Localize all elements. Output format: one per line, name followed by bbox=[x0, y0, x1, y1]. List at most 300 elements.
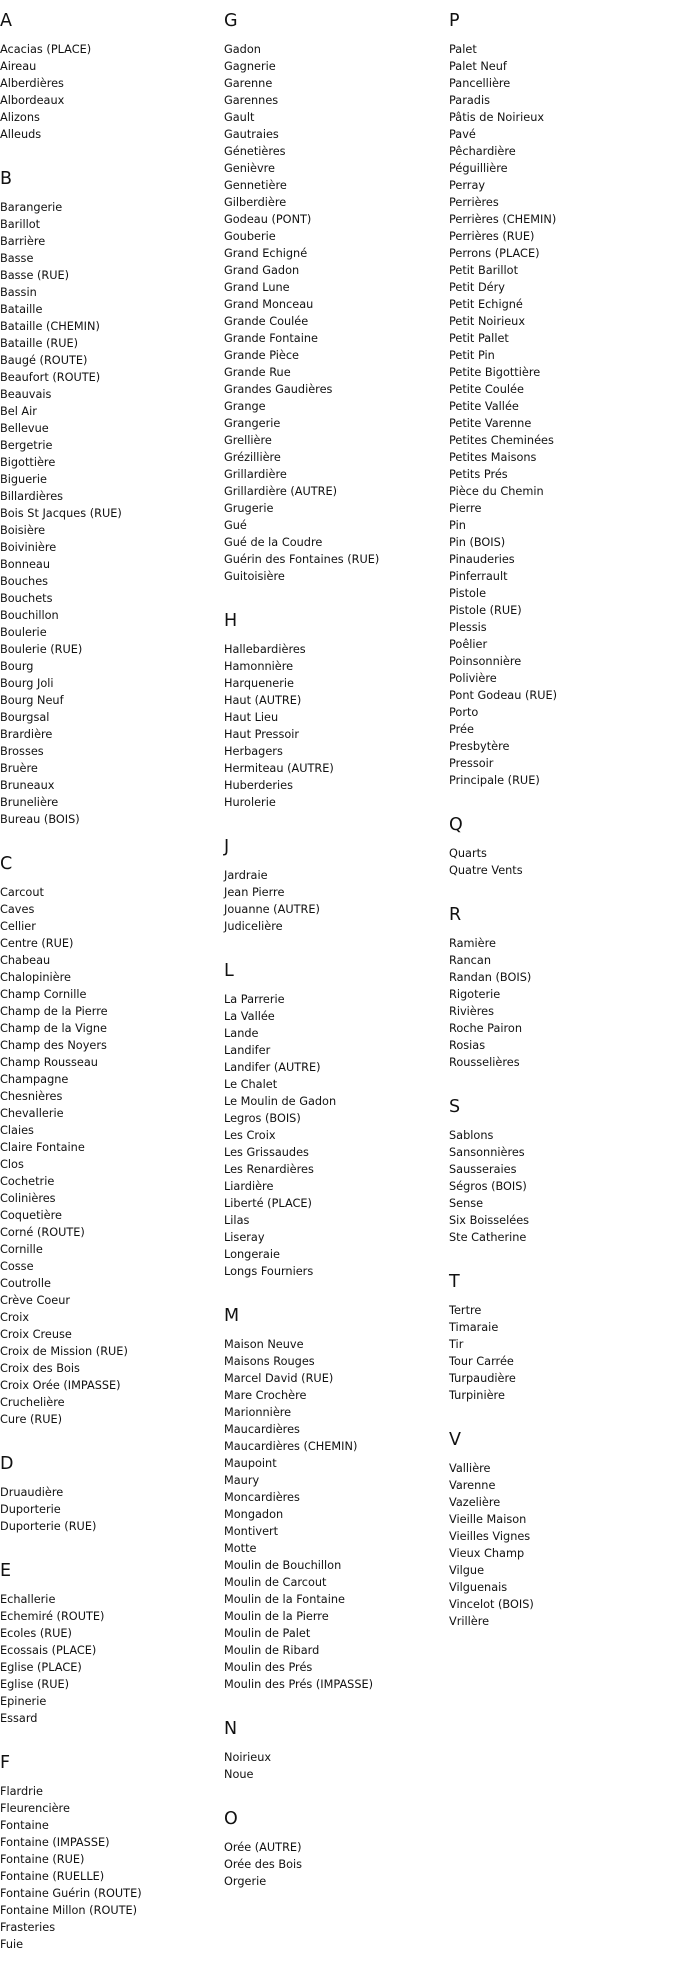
street-name: Gagnerie bbox=[224, 60, 276, 73]
street-name: Petites Cheminées bbox=[449, 434, 554, 447]
street-list bbox=[449, 1302, 671, 1404]
street-name: Aireau bbox=[0, 60, 37, 73]
letter-section bbox=[449, 1430, 671, 1630]
street-name: Haut Lieu bbox=[224, 711, 279, 724]
street-name: Essard bbox=[0, 1712, 38, 1725]
street-name: Hamonnière bbox=[224, 660, 294, 673]
street-list bbox=[0, 1783, 215, 1953]
street-name: Rivières bbox=[449, 1005, 494, 1018]
street-name: Quarts bbox=[449, 847, 487, 860]
street-name: Bataille (RUE) bbox=[0, 337, 79, 350]
street-name: Pin bbox=[449, 519, 466, 532]
street-name: Hermiteau (AUTRE) bbox=[224, 762, 334, 775]
letter-section bbox=[224, 961, 439, 1280]
letter-section bbox=[224, 1809, 439, 1890]
street-name: Motte bbox=[224, 1542, 257, 1555]
street-list bbox=[0, 41, 215, 143]
street-list bbox=[449, 1127, 671, 1246]
street-name: Biguerie bbox=[0, 473, 47, 486]
street-name: Hurolerie bbox=[224, 796, 276, 809]
street-name: Tertre bbox=[449, 1304, 482, 1317]
street-name: Moulin de la Fontaine bbox=[224, 1593, 345, 1606]
street-name: Marcel David (RUE) bbox=[224, 1372, 334, 1385]
street-name: Prée bbox=[449, 723, 474, 736]
street-name: Moulin de Carcout bbox=[224, 1576, 327, 1589]
section-letter-heading: Q bbox=[449, 815, 463, 835]
street-name: Croix bbox=[0, 1311, 30, 1324]
street-name: Grangerie bbox=[224, 417, 281, 430]
street-name: Turpaudière bbox=[449, 1372, 516, 1385]
street-name: Harquenerie bbox=[224, 677, 294, 690]
street-name: Croix Creuse bbox=[0, 1328, 72, 1341]
street-name: Chevallerie bbox=[0, 1107, 64, 1120]
street-name: Gouberie bbox=[224, 230, 276, 243]
street-name: Perray bbox=[449, 179, 486, 192]
letter-section bbox=[449, 815, 671, 879]
street-name: Bataille (CHEMIN) bbox=[0, 320, 100, 333]
street-name: Haut (AUTRE) bbox=[224, 694, 302, 707]
section-letter-heading: V bbox=[449, 1430, 461, 1450]
street-name: Garenne bbox=[224, 77, 273, 90]
street-name: Maucardières bbox=[224, 1423, 300, 1436]
section-letter-heading: E bbox=[0, 1561, 12, 1581]
letter-section bbox=[0, 11, 215, 143]
street-name: Petit Déry bbox=[449, 281, 505, 294]
letter-section bbox=[224, 611, 439, 811]
street-name: Bassin bbox=[0, 286, 37, 299]
street-name: Petite Vallée bbox=[449, 400, 519, 413]
street-name: Pièce du Chemin bbox=[449, 485, 544, 498]
street-list bbox=[0, 1591, 215, 1727]
street-name: Alizons bbox=[0, 111, 40, 124]
street-name: Grande Rue bbox=[224, 366, 291, 379]
section-letter-heading: P bbox=[449, 11, 460, 31]
street-name: Clos bbox=[0, 1158, 24, 1171]
street-name: Le Moulin de Gadon bbox=[224, 1095, 337, 1108]
street-name: Randan (BOIS) bbox=[449, 971, 532, 984]
street-name: Plessis bbox=[449, 621, 487, 634]
street-name: Vincelot (BOIS) bbox=[449, 1598, 534, 1611]
street-name: Gadon bbox=[224, 43, 261, 56]
street-name: Les Grissaudes bbox=[224, 1146, 309, 1159]
street-name: Pâtis de Noirieux bbox=[449, 111, 545, 124]
street-name: Grillardière bbox=[224, 468, 287, 481]
street-name: Fleurencière bbox=[0, 1802, 70, 1815]
street-list bbox=[224, 867, 439, 935]
street-name: Perrons (PLACE) bbox=[449, 247, 540, 260]
street-name: Cellier bbox=[0, 920, 36, 933]
letter-section bbox=[0, 1561, 215, 1727]
street-name: Maisons Rouges bbox=[224, 1355, 315, 1368]
section-letter-heading: N bbox=[224, 1719, 238, 1739]
section-letter-heading: M bbox=[224, 1306, 240, 1326]
street-name: Pont Godeau (RUE) bbox=[449, 689, 558, 702]
street-name: Pinauderies bbox=[449, 553, 515, 566]
street-name: Six Boisselées bbox=[449, 1214, 530, 1227]
street-name: Rosias bbox=[449, 1039, 486, 1052]
street-name: Fontaine (RUELLE) bbox=[0, 1870, 105, 1883]
street-name: Pistole (RUE) bbox=[449, 604, 522, 617]
street-list bbox=[224, 1839, 439, 1890]
street-name: Quatre Vents bbox=[449, 864, 523, 877]
street-name: Pressoir bbox=[449, 757, 494, 770]
street-name: Grand Monceau bbox=[224, 298, 314, 311]
street-name: Grange bbox=[224, 400, 266, 413]
street-name: Druaudière bbox=[0, 1486, 64, 1499]
street-name: Gault bbox=[224, 111, 255, 124]
street-name: Ste Catherine bbox=[449, 1231, 527, 1244]
street-name: Bruère bbox=[0, 762, 38, 775]
street-name: Moulin de Bouchillon bbox=[224, 1559, 342, 1572]
street-name: Jouanne (AUTRE) bbox=[224, 903, 320, 916]
street-name: Jean Pierre bbox=[224, 886, 285, 899]
street-name: Bourg Neuf bbox=[0, 694, 64, 707]
street-name: Petits Prés bbox=[449, 468, 508, 481]
letter-section bbox=[449, 905, 671, 1071]
street-name: Brunelière bbox=[0, 796, 59, 809]
street-name: Presbytère bbox=[449, 740, 510, 753]
street-name: Lande bbox=[224, 1027, 259, 1040]
street-name: Grézillière bbox=[224, 451, 281, 464]
letter-section bbox=[0, 854, 215, 1428]
street-name: Corné (ROUTE) bbox=[0, 1226, 85, 1239]
street-name: Grugerie bbox=[224, 502, 274, 515]
street-name: Gennetière bbox=[224, 179, 287, 192]
street-name: Grande Fontaine bbox=[224, 332, 318, 345]
street-name: Les Croix bbox=[224, 1129, 276, 1142]
street-name: Legros (BOIS) bbox=[224, 1112, 301, 1125]
street-name: Péguillière bbox=[449, 162, 508, 175]
street-name: Les Renardières bbox=[224, 1163, 314, 1176]
street-name: Perrières (CHEMIN) bbox=[449, 213, 557, 226]
street-name: Ramière bbox=[449, 937, 496, 950]
street-name: Echallerie bbox=[0, 1593, 56, 1606]
street-name: Croix de Mission (RUE) bbox=[0, 1345, 128, 1358]
street-list bbox=[449, 41, 671, 789]
street-list bbox=[449, 1460, 671, 1630]
street-name: Bellevue bbox=[0, 422, 49, 435]
street-name: Haut Pressoir bbox=[224, 728, 300, 741]
letter-section bbox=[224, 837, 439, 935]
street-list bbox=[449, 845, 671, 879]
section-letter-heading: H bbox=[224, 611, 238, 631]
street-name: Bourg bbox=[0, 660, 34, 673]
letter-section bbox=[224, 1306, 439, 1693]
street-name: Pistole bbox=[449, 587, 487, 600]
street-name: Bataille bbox=[0, 303, 43, 316]
street-name: Bonneau bbox=[0, 558, 51, 571]
street-name: Boivinière bbox=[0, 541, 57, 554]
street-name: Moulin de Ribard bbox=[224, 1644, 320, 1657]
street-name: Acacias (PLACE) bbox=[0, 43, 92, 56]
section-letter-heading: F bbox=[0, 1753, 11, 1773]
street-name: Flardrie bbox=[0, 1785, 43, 1798]
street-name: Petit Barillot bbox=[449, 264, 519, 277]
street-name: Fontaine Guérin (ROUTE) bbox=[0, 1887, 142, 1900]
street-name: Vrillère bbox=[449, 1615, 490, 1628]
street-name: Sansonnières bbox=[449, 1146, 525, 1159]
street-name: Judicelière bbox=[224, 920, 283, 933]
street-name: Vilgue bbox=[449, 1564, 485, 1577]
section-letter-heading: C bbox=[0, 854, 13, 874]
street-name: Moulin de Palet bbox=[224, 1627, 311, 1640]
letter-section bbox=[224, 11, 439, 585]
street-name: Petit Pin bbox=[449, 349, 495, 362]
street-name: Longs Fourniers bbox=[224, 1265, 314, 1278]
street-name: Barillot bbox=[0, 218, 41, 231]
street-name: Gautraies bbox=[224, 128, 279, 141]
street-name: Basse (RUE) bbox=[0, 269, 70, 282]
street-name: Cruchelière bbox=[0, 1396, 65, 1409]
street-name: Billardières bbox=[0, 490, 64, 503]
street-name: Echemiré (ROUTE) bbox=[0, 1610, 105, 1623]
street-name: Duporterie bbox=[0, 1503, 61, 1516]
street-name: Eglise (PLACE) bbox=[0, 1661, 82, 1674]
street-name: Poinsonnière bbox=[449, 655, 522, 668]
street-name: Sablons bbox=[449, 1129, 494, 1142]
street-name: Grellière bbox=[224, 434, 272, 447]
street-name: Beaufort (ROUTE) bbox=[0, 371, 101, 384]
street-name: Eglise (RUE) bbox=[0, 1678, 70, 1691]
letter-section bbox=[449, 1272, 671, 1404]
street-name: Godeau (PONT) bbox=[224, 213, 312, 226]
section-letter-heading: T bbox=[449, 1272, 460, 1292]
street-name: Vilguenais bbox=[449, 1581, 508, 1594]
street-name: Barrière bbox=[0, 235, 46, 248]
street-name: Vallière bbox=[449, 1462, 491, 1475]
street-name: Alleuds bbox=[0, 128, 42, 141]
street-name: Bergetrie bbox=[0, 439, 53, 452]
letter-section bbox=[0, 1454, 215, 1535]
street-name: Rancan bbox=[449, 954, 491, 967]
street-list bbox=[224, 1336, 439, 1693]
street-name: Albordeaux bbox=[0, 94, 65, 107]
section-letter-heading: L bbox=[224, 961, 234, 981]
street-name: Tour Carrée bbox=[449, 1355, 514, 1368]
street-name: Champ de la Vigne bbox=[0, 1022, 108, 1035]
street-name: Liberté (PLACE) bbox=[224, 1197, 312, 1210]
street-name: Bouchillon bbox=[0, 609, 59, 622]
street-name: Mongadon bbox=[224, 1508, 284, 1521]
letter-section bbox=[0, 1753, 215, 1953]
street-name: Grand Echigné bbox=[224, 247, 308, 260]
street-name: Grillardière (AUTRE) bbox=[224, 485, 338, 498]
street-name: Grand Gadon bbox=[224, 264, 300, 277]
street-name: Petit Pallet bbox=[449, 332, 509, 345]
street-name: Champ Cornille bbox=[0, 988, 87, 1001]
street-name: Moulin de la Pierre bbox=[224, 1610, 329, 1623]
street-name: Beauvais bbox=[0, 388, 52, 401]
street-name: Marionnière bbox=[224, 1406, 292, 1419]
street-name: Polivière bbox=[449, 672, 497, 685]
street-name: Carcout bbox=[0, 886, 44, 899]
street-name: Palet Neuf bbox=[449, 60, 507, 73]
street-name: Pêchardière bbox=[449, 145, 516, 158]
street-name: Maupoint bbox=[224, 1457, 277, 1470]
street-name: Landifer bbox=[224, 1044, 271, 1057]
street-list bbox=[224, 991, 439, 1280]
street-name: Bigottière bbox=[0, 456, 56, 469]
street-name: Noirieux bbox=[224, 1751, 272, 1764]
street-name: Gilberdière bbox=[224, 196, 287, 209]
street-name: Petit Noirieux bbox=[449, 315, 526, 328]
street-name: Sense bbox=[449, 1197, 484, 1210]
street-name: Varenne bbox=[449, 1479, 496, 1492]
street-name: Champagne bbox=[0, 1073, 69, 1086]
street-name: Brardière bbox=[0, 728, 53, 741]
street-name: Boulerie (RUE) bbox=[0, 643, 83, 656]
street-name: Longeraie bbox=[224, 1248, 280, 1261]
street-name: Noue bbox=[224, 1768, 254, 1781]
street-name: Basse bbox=[0, 252, 34, 265]
street-name: Genièvre bbox=[224, 162, 275, 175]
street-name: Moncardières bbox=[224, 1491, 300, 1504]
street-name: Perrières bbox=[449, 196, 499, 209]
street-name: Bourgsal bbox=[0, 711, 50, 724]
street-name: Bouches bbox=[0, 575, 49, 588]
street-name: Cosse bbox=[0, 1260, 34, 1273]
street-name: Fontaine (IMPASSE) bbox=[0, 1836, 110, 1849]
street-name: Vieilles Vignes bbox=[449, 1530, 531, 1543]
street-name: Ecossais (PLACE) bbox=[0, 1644, 97, 1657]
street-name: Vazelière bbox=[449, 1496, 501, 1509]
street-name: Champ Rousseau bbox=[0, 1056, 98, 1069]
street-name: Croix Orée (IMPASSE) bbox=[0, 1379, 121, 1392]
street-list bbox=[224, 641, 439, 811]
section-letter-heading: R bbox=[449, 905, 462, 925]
street-name: Brosses bbox=[0, 745, 44, 758]
street-name: Grandes Gaudières bbox=[224, 383, 333, 396]
street-name: Moulin des Prés bbox=[224, 1661, 313, 1674]
street-name: Vieille Maison bbox=[449, 1513, 527, 1526]
street-name: Pavé bbox=[449, 128, 476, 141]
street-name: Petite Varenne bbox=[449, 417, 532, 430]
street-name: Cochetrie bbox=[0, 1175, 55, 1188]
letter-section bbox=[0, 169, 215, 828]
street-name: Pin (BOIS) bbox=[449, 536, 506, 549]
street-name: Orée (AUTRE) bbox=[224, 1841, 302, 1854]
street-list bbox=[0, 884, 215, 1428]
street-name: Bruneaux bbox=[0, 779, 55, 792]
street-name: Colinières bbox=[0, 1192, 56, 1205]
street-name: Grande Coulée bbox=[224, 315, 309, 328]
street-name: Grande Pièce bbox=[224, 349, 300, 362]
street-name: Herbagers bbox=[224, 745, 283, 758]
street-name: Cure (RUE) bbox=[0, 1413, 63, 1426]
section-letter-heading: S bbox=[449, 1097, 461, 1117]
street-name: Boulerie bbox=[0, 626, 47, 639]
street-name: Ecoles (RUE) bbox=[0, 1627, 72, 1640]
section-letter-heading: G bbox=[224, 11, 238, 31]
street-name: Chabeau bbox=[0, 954, 51, 967]
street-name: Centre (RUE) bbox=[0, 937, 74, 950]
street-index-column-2 bbox=[224, 11, 439, 1890]
street-name: Palet bbox=[449, 43, 477, 56]
street-name: Gué de la Coudre bbox=[224, 536, 323, 549]
street-name: Alberdières bbox=[0, 77, 64, 90]
street-name: Moulin des Prés (IMPASSE) bbox=[224, 1678, 374, 1691]
street-name: Fuie bbox=[0, 1938, 24, 1951]
street-name: Baugé (ROUTE) bbox=[0, 354, 88, 367]
section-letter-heading: D bbox=[0, 1454, 14, 1474]
street-name: Petite Bigottière bbox=[449, 366, 541, 379]
street-list bbox=[0, 199, 215, 828]
street-name: Maucardières (CHEMIN) bbox=[224, 1440, 358, 1453]
street-name: Porto bbox=[449, 706, 479, 719]
street-name: Liardière bbox=[224, 1180, 274, 1193]
street-name: La Parrerie bbox=[224, 993, 285, 1006]
street-name: Tir bbox=[449, 1338, 464, 1351]
street-name: La Vallée bbox=[224, 1010, 275, 1023]
letter-section bbox=[449, 11, 671, 789]
street-name: Bois St Jacques (RUE) bbox=[0, 507, 122, 520]
street-name: Ségros (BOIS) bbox=[449, 1180, 527, 1193]
letter-section bbox=[449, 1097, 671, 1246]
street-name: Frasteries bbox=[0, 1921, 56, 1934]
street-name: Maury bbox=[224, 1474, 260, 1487]
street-name: Huberderies bbox=[224, 779, 293, 792]
street-name: Petite Coulée bbox=[449, 383, 524, 396]
street-name: Claies bbox=[0, 1124, 34, 1137]
street-name: Génetières bbox=[224, 145, 286, 158]
street-name: Grand Lune bbox=[224, 281, 290, 294]
street-name: Maison Neuve bbox=[224, 1338, 304, 1351]
street-name: Petites Maisons bbox=[449, 451, 537, 464]
street-name: Garennes bbox=[224, 94, 279, 107]
street-name: Perrières (RUE) bbox=[449, 230, 535, 243]
street-name: Lilas bbox=[224, 1214, 250, 1227]
street-name: Croix des Bois bbox=[0, 1362, 80, 1375]
street-name: Barangerie bbox=[0, 201, 63, 214]
street-name: Mare Crochère bbox=[224, 1389, 307, 1402]
street-name: Epinerie bbox=[0, 1695, 47, 1708]
street-name: Crève Coeur bbox=[0, 1294, 71, 1307]
section-letter-heading: A bbox=[0, 11, 12, 31]
section-letter-heading: B bbox=[0, 169, 13, 189]
street-name: Champ des Noyers bbox=[0, 1039, 107, 1052]
street-name: Fontaine (RUE) bbox=[0, 1853, 85, 1866]
street-name: Turpinière bbox=[449, 1389, 505, 1402]
street-name: Caves bbox=[0, 903, 35, 916]
street-name: Duporterie (RUE) bbox=[0, 1520, 97, 1533]
street-name: Claire Fontaine bbox=[0, 1141, 85, 1154]
section-letter-heading: J bbox=[224, 837, 230, 857]
street-name: Landifer (AUTRE) bbox=[224, 1061, 321, 1074]
street-name: Bel Air bbox=[0, 405, 37, 418]
street-name: Gué bbox=[224, 519, 247, 532]
street-name: Pancellière bbox=[449, 77, 511, 90]
street-name: Bureau (BOIS) bbox=[0, 813, 80, 826]
street-name: Champ de la Pierre bbox=[0, 1005, 108, 1018]
street-index-column-1 bbox=[0, 11, 215, 1953]
street-list bbox=[449, 935, 671, 1071]
street-name: Liseray bbox=[224, 1231, 265, 1244]
street-name: Coutrolle bbox=[0, 1277, 51, 1290]
street-name: Bouchets bbox=[0, 592, 53, 605]
street-name: Timaraie bbox=[449, 1321, 499, 1334]
street-list bbox=[224, 1749, 439, 1783]
street-list bbox=[0, 1484, 215, 1535]
street-name: Rousselières bbox=[449, 1056, 520, 1069]
street-name: Sausseraies bbox=[449, 1163, 517, 1176]
street-name: Orée des Bois bbox=[224, 1858, 303, 1871]
street-index-column-3 bbox=[449, 11, 671, 1630]
street-name: Orgerie bbox=[224, 1875, 267, 1888]
street-list bbox=[224, 41, 439, 585]
street-name: Boisière bbox=[0, 524, 46, 537]
street-name: Guitoisière bbox=[224, 570, 285, 583]
street-name: Cornille bbox=[0, 1243, 43, 1256]
